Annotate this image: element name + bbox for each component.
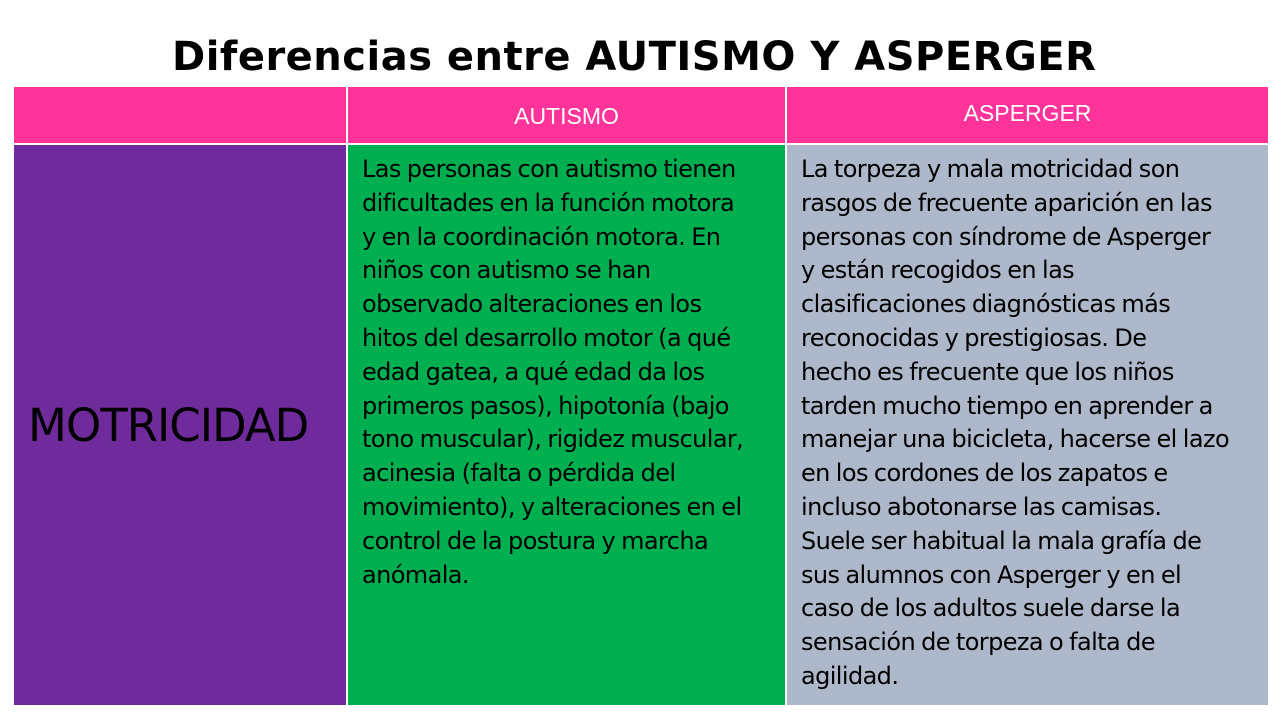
row-label: MOTRICIDAD [28, 398, 309, 452]
autismo-text: Las personas con autismo tienen dificultades en la función motora y en la coordinación motora. En niños con autismo se han observado alteraciones en los hitos del desarrollo motor (a qué edad gatea, a qué edad da los primeros pasos), hipotonía (bajo tono muscular), rigidez muscular, acinesia (falta o pérdida del movimiento), y alteraciones en el control de la postura y marcha anómala. [362, 155, 744, 589]
autismo-cell [347, 144, 786, 706]
table-header-row [13, 86, 1269, 144]
table-row-motricidad [13, 144, 1269, 706]
row-label-cell [13, 144, 347, 706]
header-cell-asperger [786, 86, 1269, 144]
header-cell-autismo [347, 86, 786, 144]
asperger-cell [786, 144, 1269, 706]
header-corner-cell [13, 86, 347, 144]
comparison-table [12, 85, 1270, 707]
column-header-autismo: AUTISMO [514, 103, 619, 129]
slide-title: Diferencias entre AUTISMO Y ASPERGER [172, 34, 1097, 80]
column-header-asperger: ASPERGER [963, 100, 1092, 126]
asperger-text: La torpeza y mala motricidad son rasgos de frecuente aparición en las personas con síndrome de Asperger y están recogidos en las clasificaciones diagnósticas más reconocidas y prestigiosas. De hecho es frecuente que los niños tarden mucho tiempo en aprender a manejar una bicicleta, hacerse el lazo en los cordones de los zapatos e incluso abotonarse las camisas. Suele ser habitual la mala grafía de sus alumnos con Asperger y en el caso de los adultos suele darse la sensación de torpeza o falta de agilidad. [801, 155, 1230, 690]
